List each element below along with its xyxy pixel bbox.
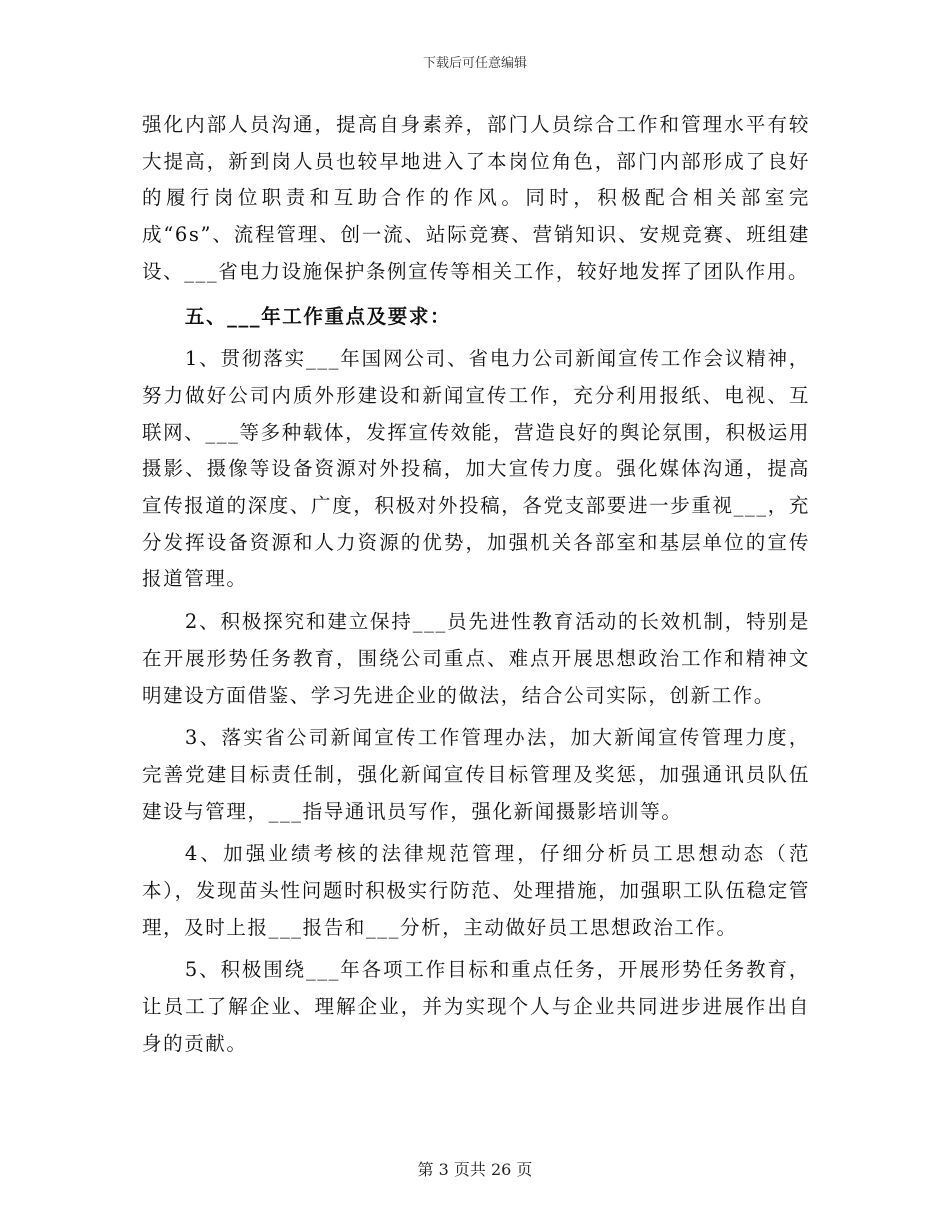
list-item-4: 4、加强业绩考核的法律规范管理，仔细分析员工思想动态（范本），发现苗头性问题时积极实行防范、处理措施，加强职工队伍稳定管理，及时上报___报告和___分析，主动做好员工思想政治工作。 — [142, 842, 810, 939]
list-item-2: 2、积极探究和建立保持___员先进性教育活动的长效机制，特别是在开展形势任务教育，围绕公司重点、难点开展思想政治工作和精神文明建设方面借鉴、学习先进企业的做法，结合公司实际，创新工作。 — [142, 610, 810, 707]
document-body — [142, 107, 810, 1063]
list-item-1: 1、贯彻落实___年国网公司、省电力公司新闻宣传工作会议精神，努力做好公司内质外形建设和新闻宣传工作，充分利用报纸、电视、互联网、___等多种载体，发挥宣传效能，营造良好的舆论氛围，积极运用摄影、摄像等设备资源对外投稿，加大宣传力度。强化媒体沟通，提高宣传报道的深度、广度，积极对外投稿，各党支部要进一步重视___，充分发挥设备资源和人力资源的优势，加强机关各部室和基层单位的宣传报道管理。 — [142, 347, 810, 591]
page-header: 下载后可任意编辑 — [422, 56, 527, 71]
list-item-5: 5、积极围绕___年各项工作目标和重点任务，开展形势任务教育，让员工了解企业、理解企业，并为实现个人与企业共同进步进展作出自身的贡献。 — [142, 958, 810, 1055]
list-item-3: 3、落实省公司新闻宣传工作管理办法，加大新闻宣传管理力度，完善党建目标责任制，强化新闻宣传目标管理及奖惩，加强通讯员队伍建设与管理，___指导通讯员写作，强化新闻摄影培训等。 — [142, 726, 810, 823]
section-heading: 五、___年工作重点及要求： — [184, 304, 452, 328]
page-footer: 第 3 页共 26 页 — [417, 1160, 533, 1179]
intro-paragraph: 强化内部人员沟通，提高自身素养，部门人员综合工作和管理水平有较大提高，新到岗人员也较早地进入了本岗位角色，部门内部形成了良好的履行岗位职责和互助合作的作风。同时，积极配合相关部室完成“6s”、流程管理、创一流、站际竞赛、营销知识、安规竞赛、班组建设、___省电力设施保护条例宣传等相关工作，较好地发挥了团队作用。 — [142, 113, 810, 283]
